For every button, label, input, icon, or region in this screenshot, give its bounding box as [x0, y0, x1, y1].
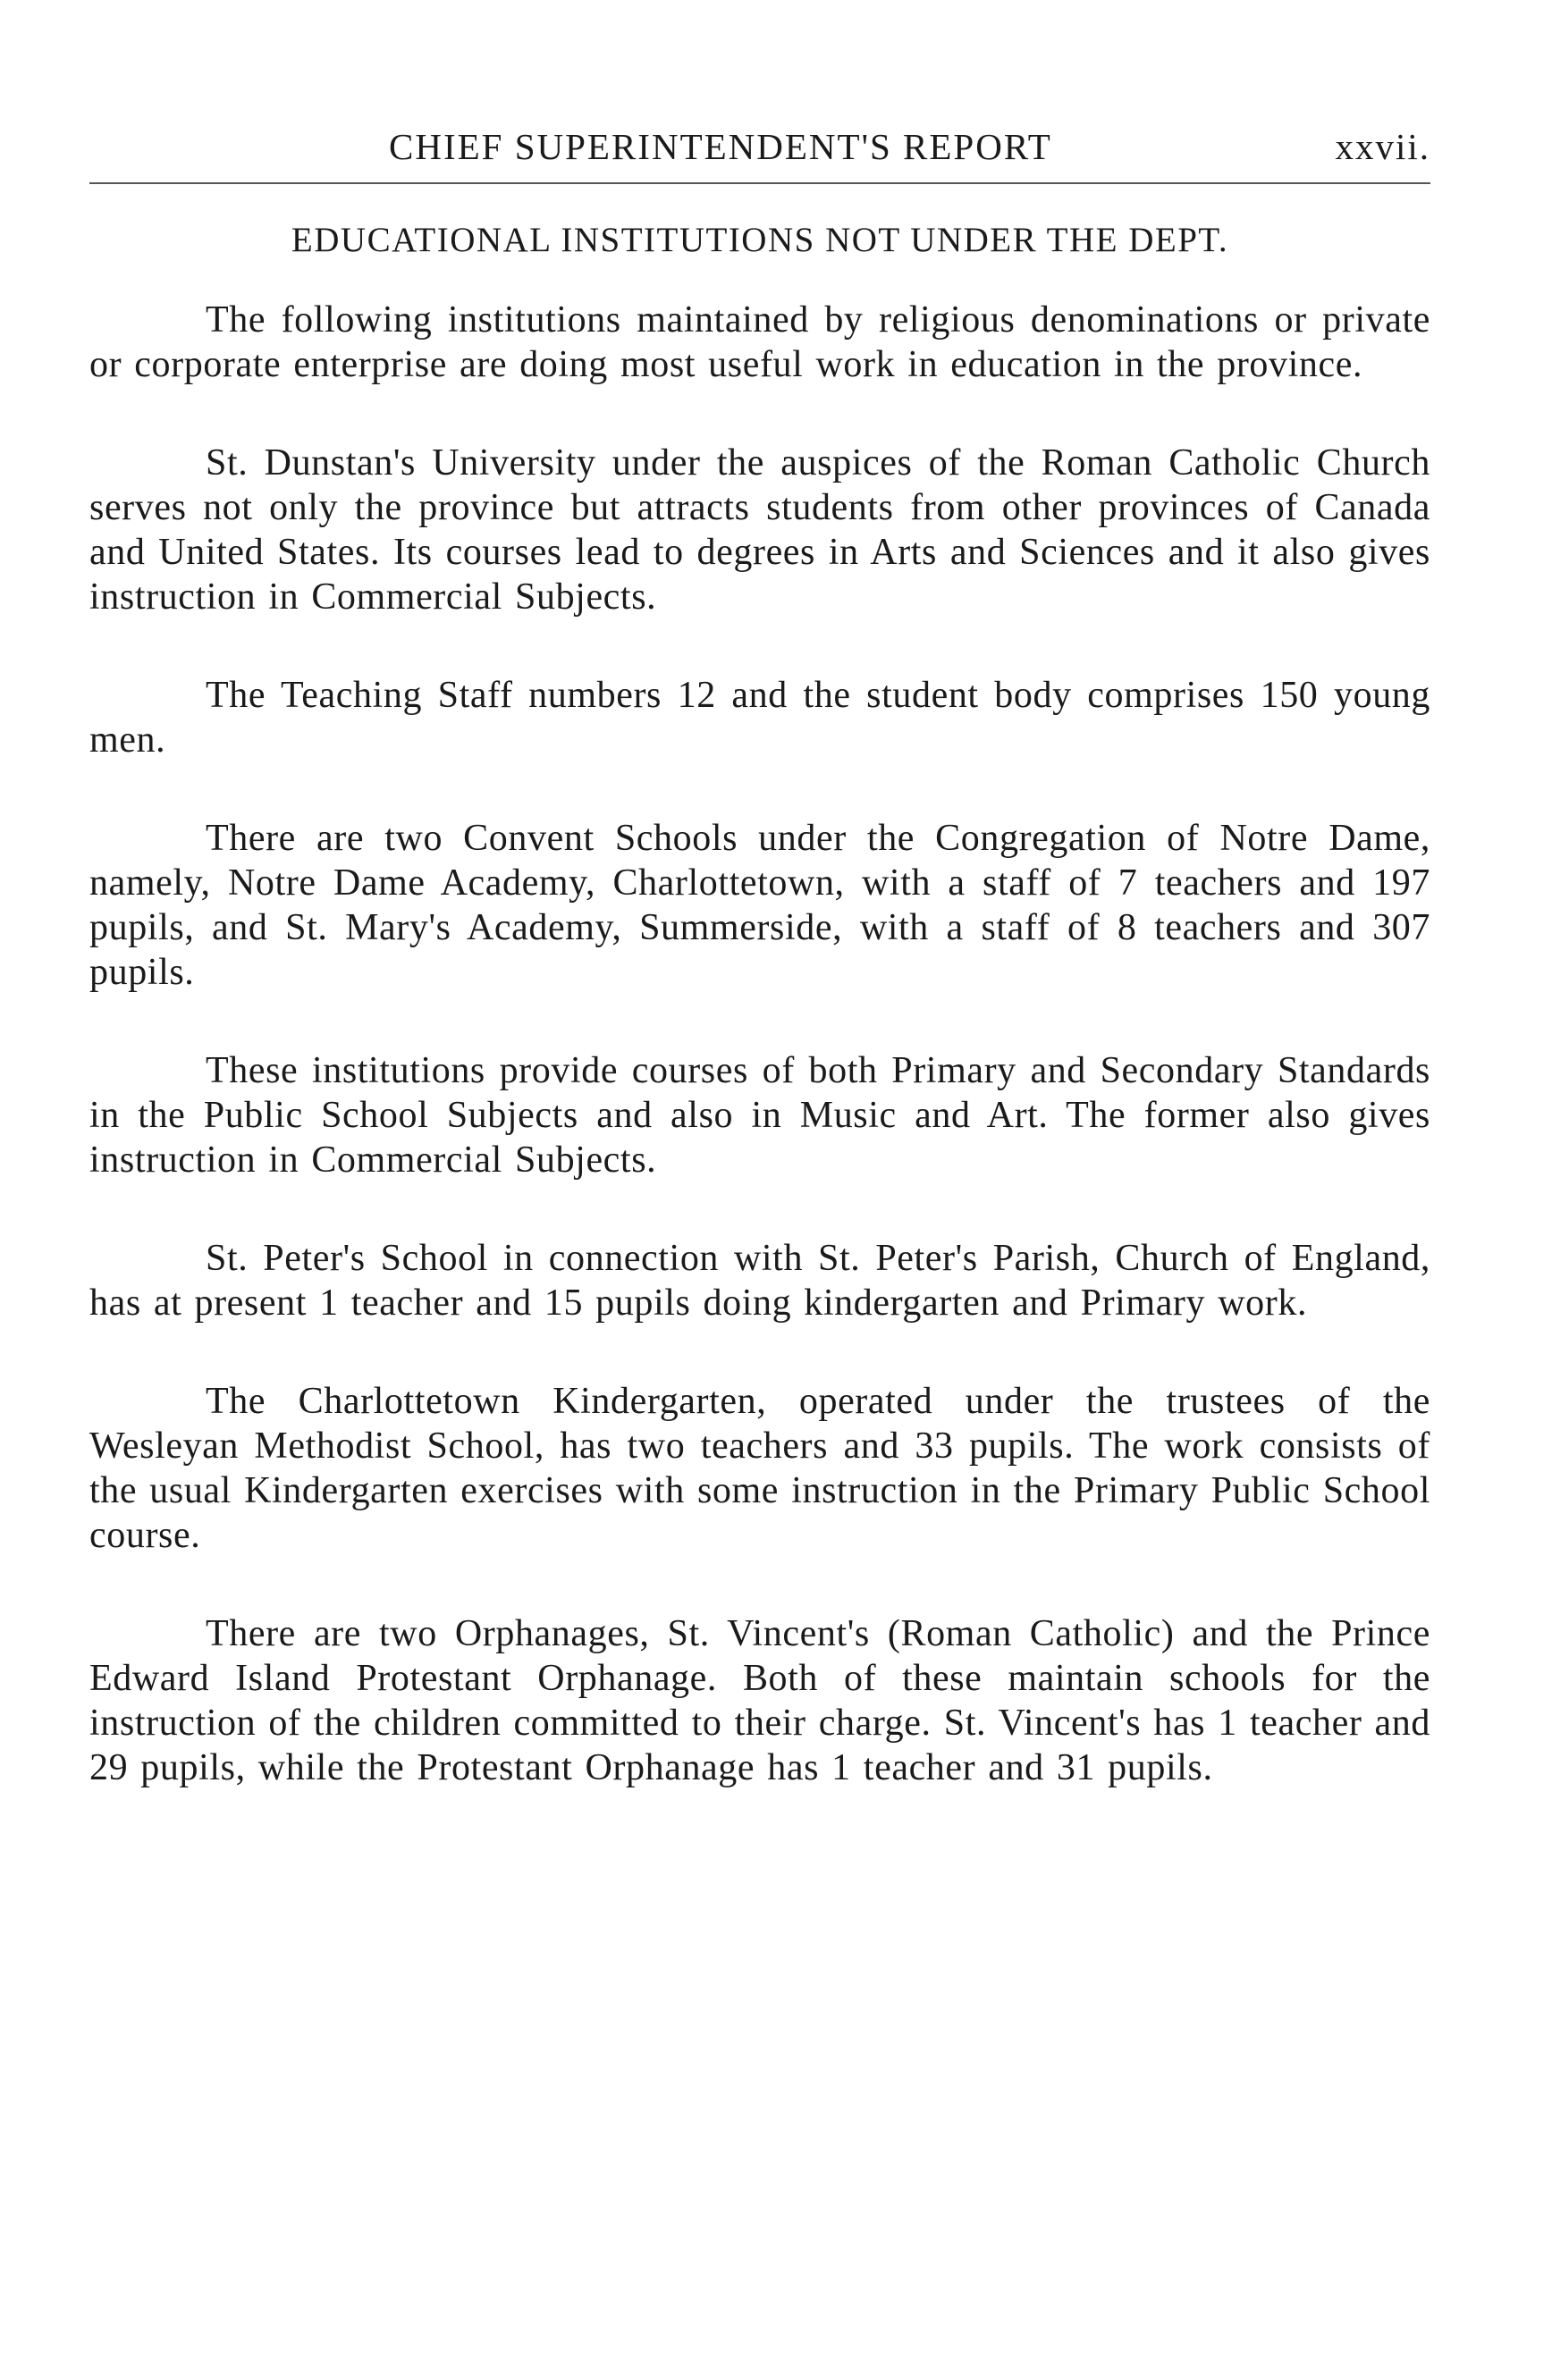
running-header: [89, 125, 1430, 179]
paragraph-orphanages: There are two Orphanages, St. Vincent's (Roman Catholic) and the Prince Edward Island Protestant Orphanage. Both of these maintain schools for the instruction of the children committed to their charge. St. Vincent's has 1 teacher and 29 pupils, while the Protestant Orphanage has 1 teacher and 31 pupils.: [89, 1613, 1430, 1788]
header-rule: [89, 182, 1430, 184]
paragraph-kindergarten: The Charlottetown Kindergarten, operated under the trustees of the Wesleyan Methodist School, has two teachers and 33 pupils. The work consists of the usual Kindergarten exercises with some instruction in the Primary Public School course.: [89, 1381, 1430, 1556]
paragraph-courses: These institutions provide courses of both Primary and Secondary Standards in the Public School Subjects and also in Music and Art. The former also gives instruction in Commercial Subjects.: [89, 1050, 1430, 1181]
paragraph-teaching-staff: The Teaching Staff numbers 12 and the student body comprises 150 young men.: [89, 675, 1430, 761]
paragraph-st-dunstans: St. Dunstan's University under the auspices of the Roman Catholic Church serves not only the province but attracts students from other provinces of Canada and United States. Its courses lead to degrees in Arts and Sciences and it also gives instruction in Commercial Subjects.: [89, 442, 1430, 618]
paragraph-st-peters: St. Peter's School in connection with St. Peter's Parish, Church of England, has at present 1 teacher and 15 pupils doing kindergarten and Primary work.: [89, 1238, 1430, 1324]
paragraph-introduction: The following institutions maintained by religious denominations or private or corporate enterprise are doing most useful work in education in the province.: [89, 299, 1430, 385]
page-number: xxvii.: [1335, 126, 1430, 167]
body-text: [89, 298, 1430, 1790]
paragraph-convent-schools: There are two Convent Schools under the Congregation of Notre Dame, namely, Notre Dame Academy, Charlottetown, with a staff of 7 teachers and 197 pupils, and St. Mary's Academy, Summerside, with a staff of 8 teachers and 307 pupils.: [89, 818, 1430, 993]
section-heading: EDUCATIONAL INSTITUTIONS NOT UNDER THE DEPT.: [291, 221, 1229, 259]
running-title: CHIEF SUPERINTENDENT'S REPORT: [389, 126, 1052, 167]
